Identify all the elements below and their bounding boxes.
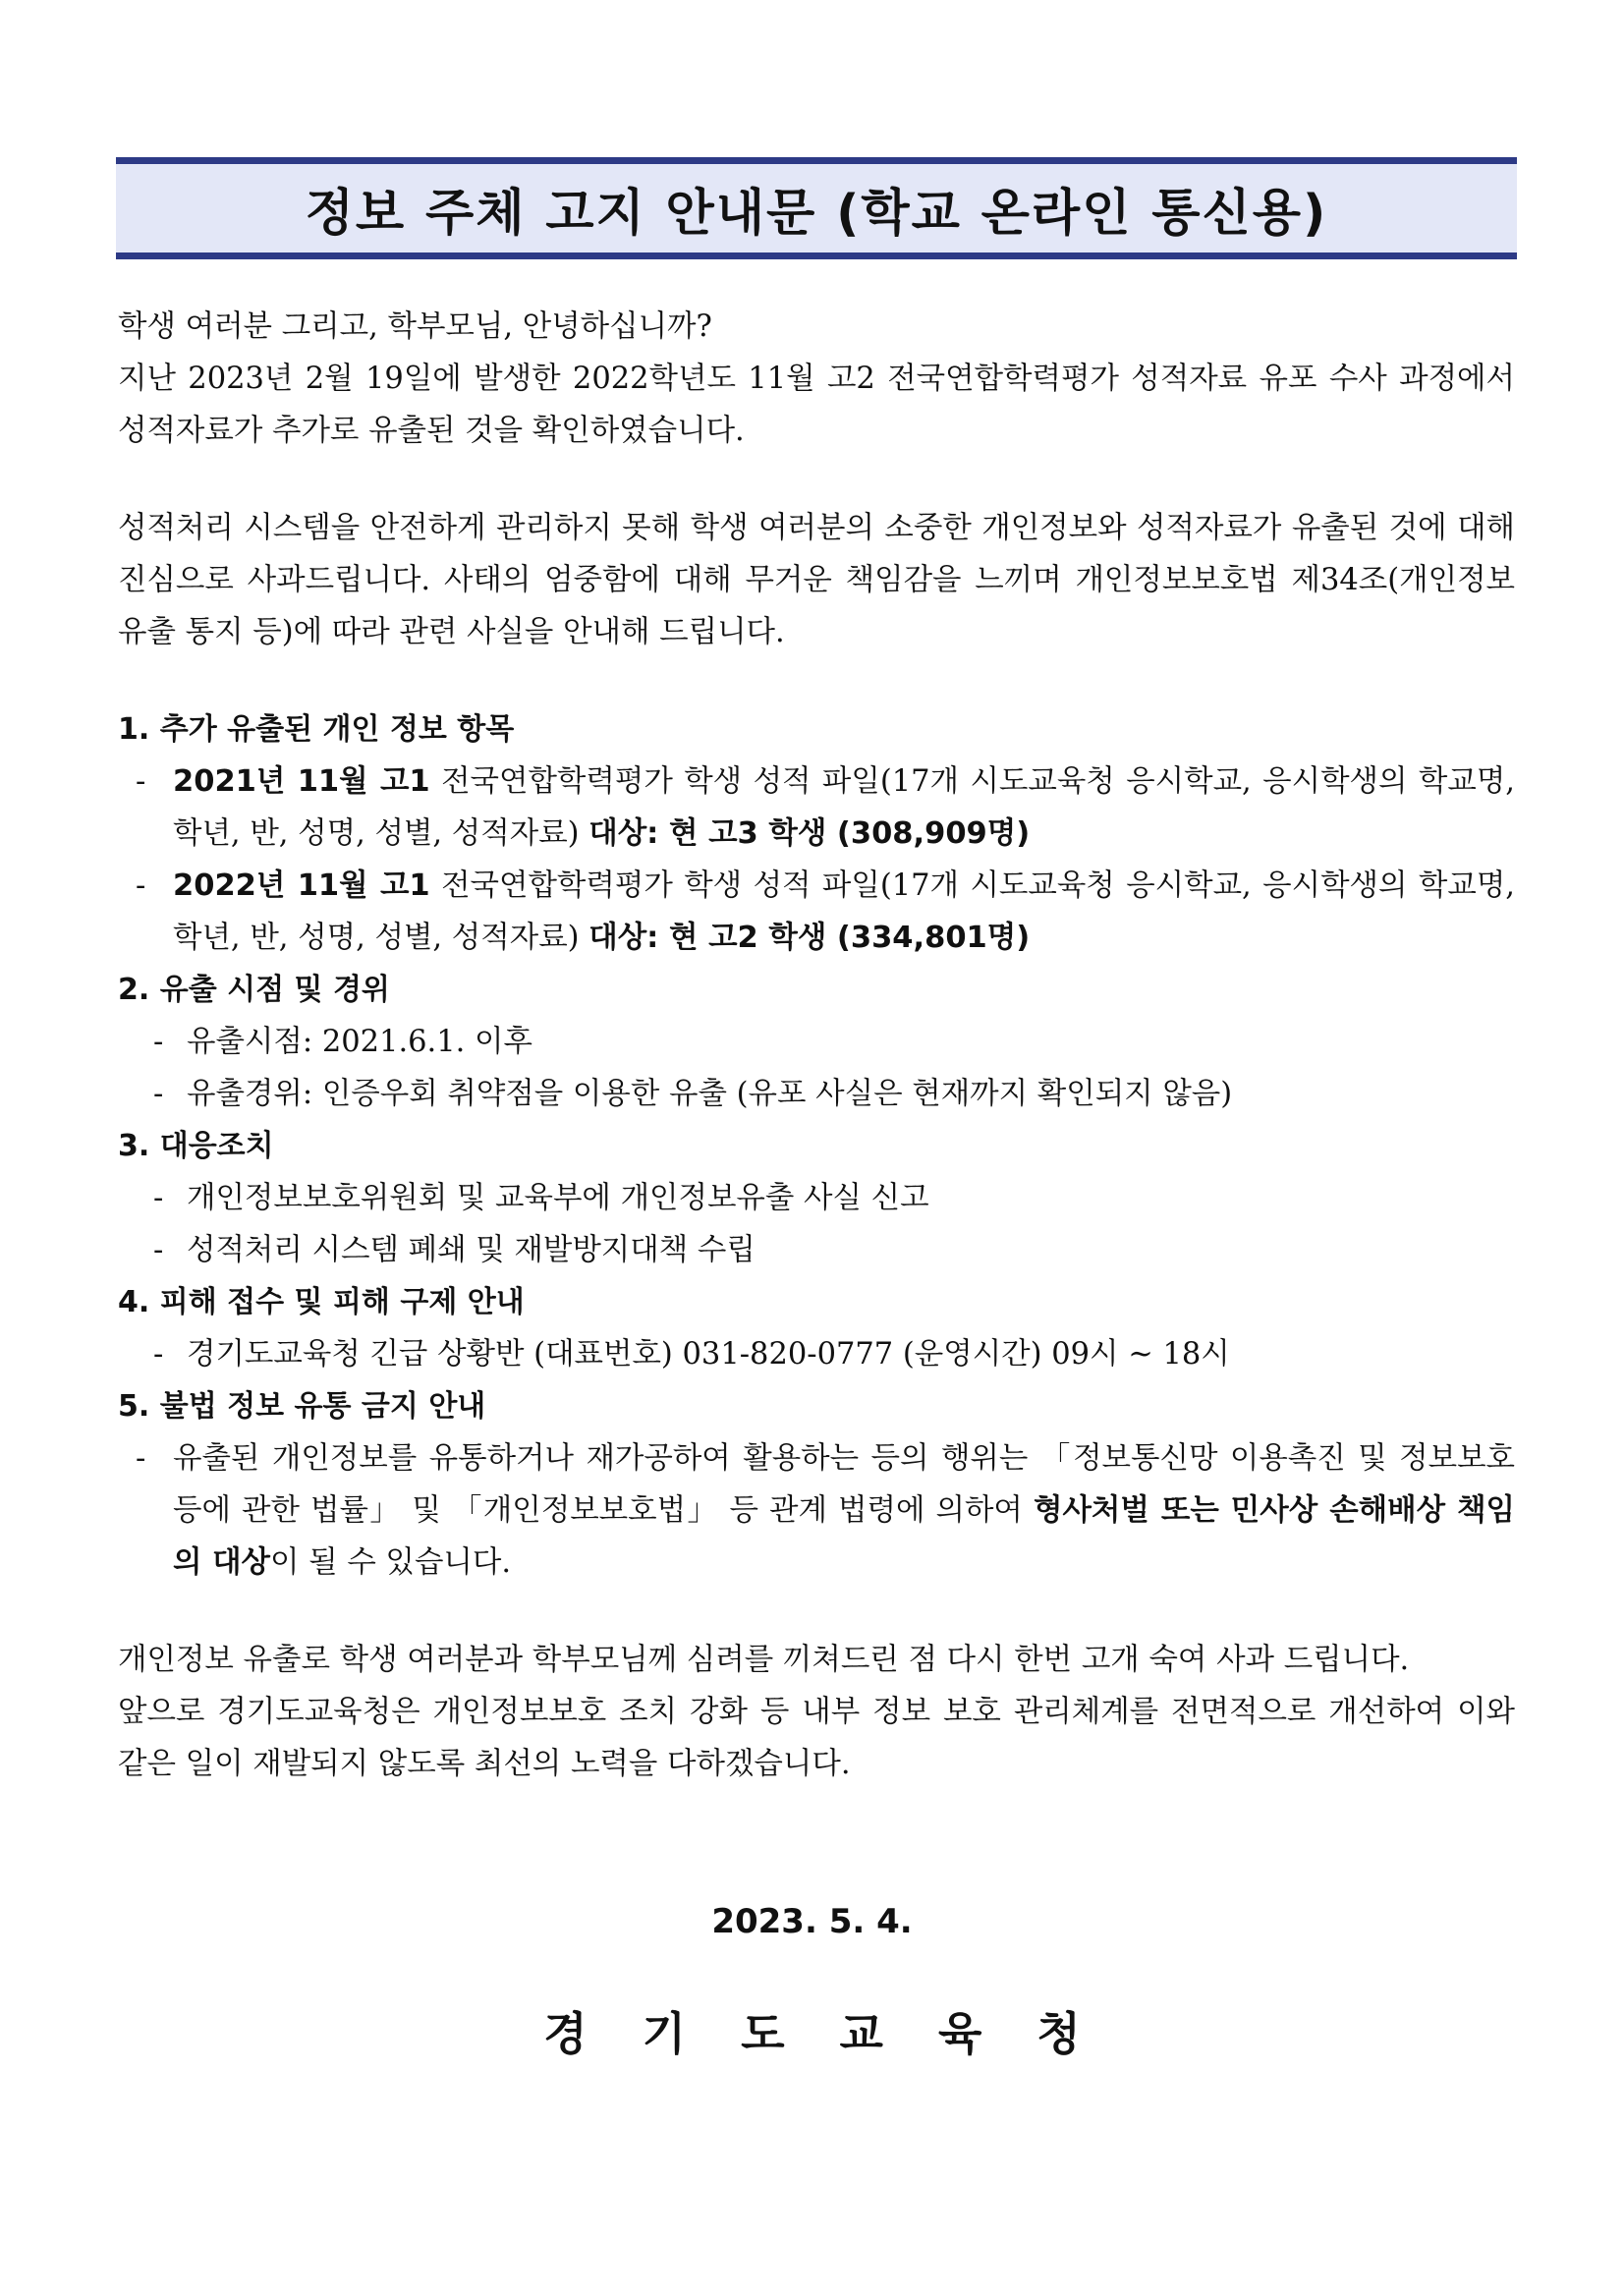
item-bold-suffix: 대상: 현 고2 학생 (334,801명) [588, 921, 1031, 955]
item-text: 전국연합학력평가 학생 성적 파일(17개 시도교육청 응시학교, 응시학생의 학교명, 학년, 반, 성명, 성별, 성적자료) [173, 764, 1515, 851]
item-text: 유출시점: 2021.6.1. 이후 [187, 1025, 532, 1059]
item-tail: 이 될 수 있습니다. [270, 1545, 512, 1580]
item-text: 전국연합학력평가 학생 성적 파일(17개 시도교육청 응시학교, 응시학생의 학교명, 학년, 반, 성명, 성별, 성적자료) [173, 868, 1515, 955]
list-item [118, 860, 1515, 964]
list-dash: - [153, 1025, 164, 1059]
org-char: 경 [543, 2007, 588, 2060]
document-body [118, 301, 1515, 1790]
list-dash: - [153, 1181, 164, 1215]
intro-paragraph: 지난 2023년 2월 19일에 발생한 2022학년도 11월 고2 전국연합학력평가 성적자료 유포 수사 과정에서 성적자료가 추가로 유출된 것을 확인하였습니다. [118, 362, 1515, 448]
closing-paragraph-1: 개인정보 유출로 학생 여러분과 학부모님께 심려를 끼쳐드린 점 다시 한번 고개 숙여 사과 드립니다. [118, 1643, 1410, 1677]
list-item [118, 1172, 1515, 1224]
item-bold-prefix: 2022년 11월 고1 [173, 868, 430, 903]
section-4-heading: 4. 피해 접수 및 피해 구제 안내 [118, 1285, 525, 1319]
item-text: 유출된 개인정보를 유통하거나 재가공하여 활용하는 등의 행위는 「정보통신망 이용촉진 및 정보보호 등에 관한 법률」 및 「개인정보보호법」 등 관계 법령에 의하여 [173, 1441, 1515, 1528]
section-1-heading: 1. 추가 유출된 개인 정보 항목 [118, 712, 515, 747]
list-dash: - [136, 1441, 146, 1476]
list-item [118, 1016, 1515, 1068]
list-dash: - [136, 764, 146, 799]
greeting: 학생 여러분 그리고, 학부모님, 안녕하십니까? [118, 309, 712, 344]
list-item [118, 1224, 1515, 1276]
closing-paragraph-2: 앞으로 경기도교육청은 개인정보보호 조치 강화 등 내부 정보 보호 관리체계를 전면적으로 개선하여 이와 같은 일이 재발되지 않도록 최선의 노력을 다하겠습니다. [118, 1695, 1515, 1781]
item-bold-prefix: 2021년 11월 고1 [173, 764, 430, 799]
item-text: 개인정보보호위원회 및 교육부에 개인정보유출 사실 신고 [187, 1181, 929, 1215]
list-dash: - [153, 1233, 164, 1267]
item-bold-suffix: 대상: 현 고3 학생 (308,909명) [588, 816, 1031, 851]
item-text: 경기도교육청 긴급 상황반 (대표번호) 031-820-0777 (운영시간) 09시 ~ 18시 [187, 1337, 1230, 1372]
issue-date: 2023. 5. 4. [711, 1902, 913, 1941]
title-banner [116, 157, 1517, 259]
organization-name [0, 1998, 1624, 2063]
list-dash: - [153, 1337, 164, 1372]
list-dash: - [136, 868, 146, 903]
org-char: 교 [839, 2007, 883, 2060]
org-char: 도 [741, 2007, 785, 2060]
org-char: 청 [1036, 2007, 1081, 2060]
section-3-heading: 3. 대응조치 [118, 1129, 274, 1163]
item-text: 유출경위: 인증우회 취약점을 이용한 유출 (유포 사실은 현재까지 확인되지 않음) [187, 1077, 1233, 1111]
list-item [118, 1328, 1515, 1380]
list-item [118, 1432, 1515, 1589]
item-text: 성적처리 시스템 폐쇄 및 재발방지대책 수립 [187, 1233, 756, 1267]
list-item [118, 756, 1515, 860]
section-2-heading: 2. 유출 시점 및 경위 [118, 973, 390, 1007]
section-5-heading: 5. 불법 정보 유통 금지 안내 [118, 1389, 486, 1424]
org-char: 기 [642, 2007, 687, 2060]
list-dash: - [153, 1077, 164, 1111]
apology-paragraph: 성적처리 시스템을 안전하게 관리하지 못해 학생 여러분의 소중한 개인정보와 성적자료가 유출된 것에 대해 진심으로 사과드립니다. 사태의 엄중함에 대해 무거운 책임감을 느끼며 개인정보보호법 제34조(개인정보 유출 통지 등)에 따라 관련 사실을 안내해 드립니다. [118, 511, 1515, 649]
list-item [118, 1068, 1515, 1120]
page-title: 정보 주체 고지 안내문 (학교 온라인 통신용) [305, 185, 1328, 243]
org-char: 육 [937, 2007, 982, 2060]
item-bold-text: 형사처벌 또는 민사상 손해배상 책임의 대상 [173, 1493, 1515, 1580]
